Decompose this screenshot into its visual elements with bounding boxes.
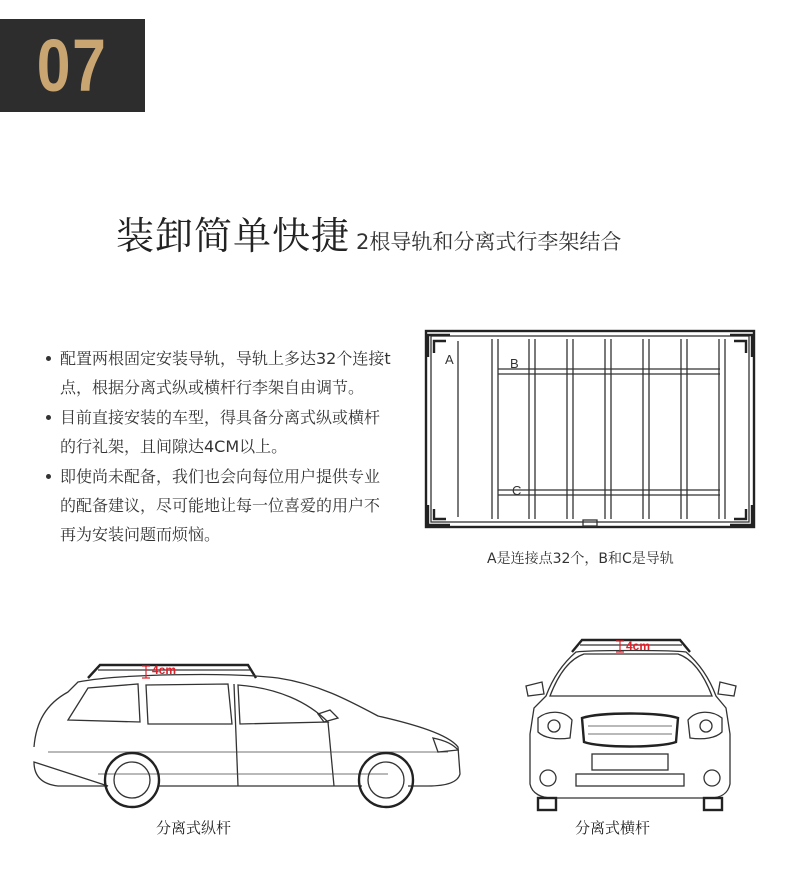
side-middle-window bbox=[146, 684, 232, 724]
front-right-headlight bbox=[688, 712, 722, 739]
list-item-text: 目前直接安装的车型，得具备分离式纵或横杆的行礼架，且间隙达4CM以上。 bbox=[60, 408, 381, 456]
bullet-dot-icon bbox=[46, 356, 51, 361]
front-left-tire bbox=[538, 798, 556, 810]
front-right-lamp bbox=[700, 720, 712, 732]
feature-list bbox=[44, 344, 394, 550]
front-left-mirror bbox=[526, 682, 544, 696]
rack-label-c: C bbox=[512, 483, 522, 498]
side-front-wheel bbox=[359, 753, 413, 807]
bullet-dot-icon bbox=[46, 415, 51, 420]
front-right-mirror bbox=[718, 682, 736, 696]
section-number: 07 bbox=[37, 24, 108, 107]
section-heading bbox=[116, 205, 621, 260]
front-left-lamp bbox=[548, 720, 560, 732]
list-item bbox=[44, 403, 394, 461]
heading-sub: 2根导轨和分离式行李架结合 bbox=[356, 230, 622, 254]
front-right-foglight bbox=[704, 770, 720, 786]
rack-caption: A是连接点32个，B和C是导轨 bbox=[487, 551, 674, 567]
rack-label-a: A bbox=[445, 352, 454, 367]
list-item bbox=[44, 462, 394, 549]
front-lower-intake bbox=[576, 774, 684, 786]
section-number-badge bbox=[0, 19, 145, 112]
front-grille bbox=[582, 714, 678, 747]
side-headlight bbox=[433, 738, 458, 752]
front-left-headlight bbox=[538, 712, 572, 739]
rack-outer-frame bbox=[426, 331, 754, 527]
car-side-illustration bbox=[28, 652, 468, 810]
side-rear-window bbox=[68, 684, 140, 722]
side-rear-wheel bbox=[105, 753, 159, 807]
front-left-foglight bbox=[540, 770, 556, 786]
side-front-window bbox=[238, 685, 328, 724]
side-front-door-line bbox=[328, 722, 334, 786]
list-item-text: 即使尚未配备，我们也会向每位用户提供专业的配备建议，尽可能地让每一位喜爱的用户不再为安装问题而烦恼。 bbox=[60, 467, 381, 544]
front-right-tire bbox=[704, 798, 722, 810]
rack-slats bbox=[492, 339, 725, 519]
rack-center-clip bbox=[583, 520, 597, 526]
side-body-outline bbox=[34, 675, 460, 786]
car-front-caption: 分离式横杆 bbox=[575, 819, 651, 837]
car-front-illustration bbox=[520, 634, 740, 812]
front-windshield bbox=[550, 654, 712, 696]
car-side-caption: 分离式纵杆 bbox=[156, 819, 232, 837]
list-item-text: 配置两根固定安装导轨，导轨上多达32个连接t点，根据分离式纵或横杆行李架自由调节。 bbox=[60, 349, 391, 397]
side-door-line bbox=[234, 684, 238, 786]
front-license-plate bbox=[592, 754, 668, 770]
rack-inner-frame bbox=[431, 336, 749, 522]
heading-main: 装卸简单快捷 bbox=[116, 214, 351, 258]
list-item bbox=[44, 344, 394, 402]
bullet-dot-icon bbox=[46, 474, 51, 479]
side-rear-rim bbox=[114, 762, 150, 798]
rack-label-b: B bbox=[510, 356, 519, 371]
front-gap-label: 4cm bbox=[626, 639, 651, 653]
side-gap-label: 4cm bbox=[152, 663, 177, 677]
roof-rack-diagram bbox=[420, 327, 760, 535]
side-front-rim bbox=[368, 762, 404, 798]
